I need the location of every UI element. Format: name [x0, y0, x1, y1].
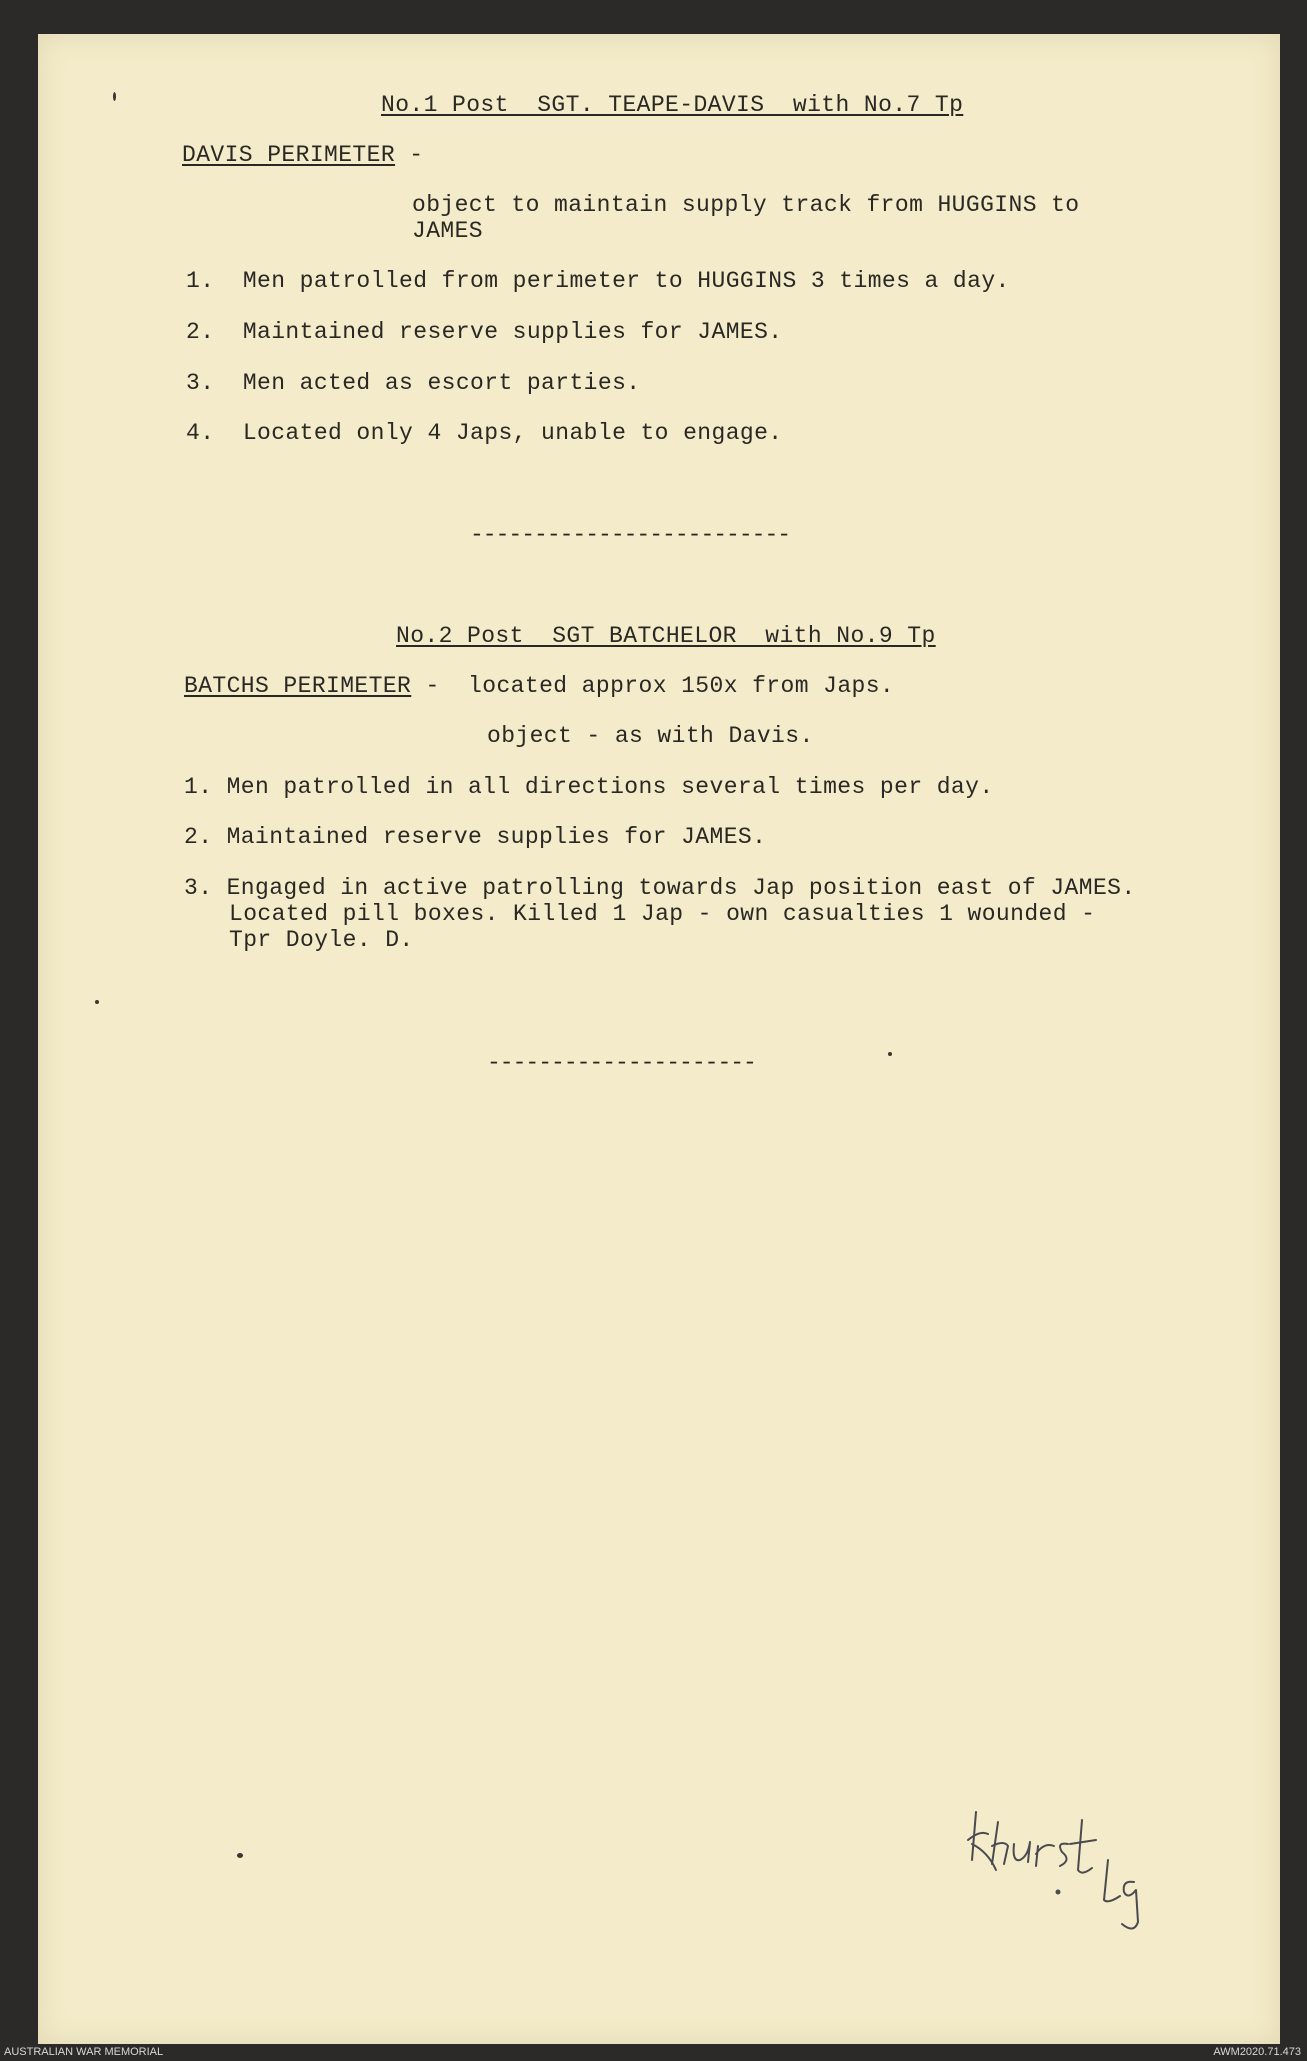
handwritten-signature — [958, 1800, 1148, 1950]
item-text: Located only 4 Japs, unable to engage. — [242, 420, 783, 446]
section1-perimeter-label: DAVIS PERIMETER — [182, 142, 396, 168]
section2-heading: No.2 Post SGT BATCHELOR with No.9 Tp — [396, 623, 936, 649]
ink-speck — [95, 1000, 99, 1004]
section2-item-3 — [184, 875, 1136, 901]
section2-separator: --------------------- — [487, 1050, 756, 1076]
item-text: Men acted as escort parties. — [242, 370, 641, 396]
section2-object-line: object - as with Davis. — [487, 723, 814, 749]
section1-heading: No.1 Post SGT. TEAPE-DAVIS with No.7 Tp — [381, 92, 964, 118]
item-text: Men patrolled in all directions several times per day. — [226, 774, 994, 800]
section1-item-3 — [186, 370, 640, 396]
item-number: 2. — [186, 319, 215, 345]
item-number: 1. — [184, 774, 213, 800]
ink-speck — [888, 1052, 892, 1056]
section1-item-1 — [186, 268, 1010, 294]
section2-item-1 — [184, 774, 994, 800]
section1-separator: ------------------------- — [470, 522, 791, 548]
item-text: Men patrolled from perimeter to HUGGINS 3 times a day. — [242, 268, 1010, 294]
item-text: Maintained reserve supplies for JAMES. — [226, 824, 767, 850]
section2-item-3-line2: Located pill boxes. Killed 1 Jap - own casualties 1 wounded - — [229, 901, 1096, 927]
ink-speck — [113, 92, 116, 101]
footer-archive-name: AUSTRALIAN WAR MEMORIAL — [4, 2046, 164, 2058]
section1-object-line2: JAMES — [412, 218, 484, 244]
item-number: 2. — [184, 824, 213, 850]
ink-speck — [237, 1853, 243, 1858]
footer-accession-number: AWM2020.71.473 — [1213, 2046, 1301, 2058]
section1-object-line1: object to maintain supply track from HUGGINS to — [412, 192, 1080, 218]
item-number: 4. — [186, 420, 215, 446]
item-number: 3. — [186, 370, 215, 396]
section2-perimeter-row — [184, 673, 894, 699]
section2-item-3-line3: Tpr Doyle. D. — [229, 927, 414, 953]
section1-item-4 — [186, 420, 783, 446]
section1-item-2 — [186, 319, 783, 345]
item-number: 3. — [184, 875, 213, 901]
section1-perimeter-row — [182, 142, 423, 168]
item-text: Maintained reserve supplies for JAMES. — [242, 319, 783, 345]
section2-item-2 — [184, 824, 766, 850]
item-number: 1. — [186, 268, 215, 294]
item-text: Engaged in active patrolling towards Jap position east of JAMES. — [226, 875, 1136, 901]
section2-perimeter-detail: - located approx 150x from Japs. — [411, 673, 895, 699]
section1-perimeter-mark: - — [409, 142, 424, 168]
section2-perimeter-label: BATCHS PERIMETER — [184, 673, 412, 699]
